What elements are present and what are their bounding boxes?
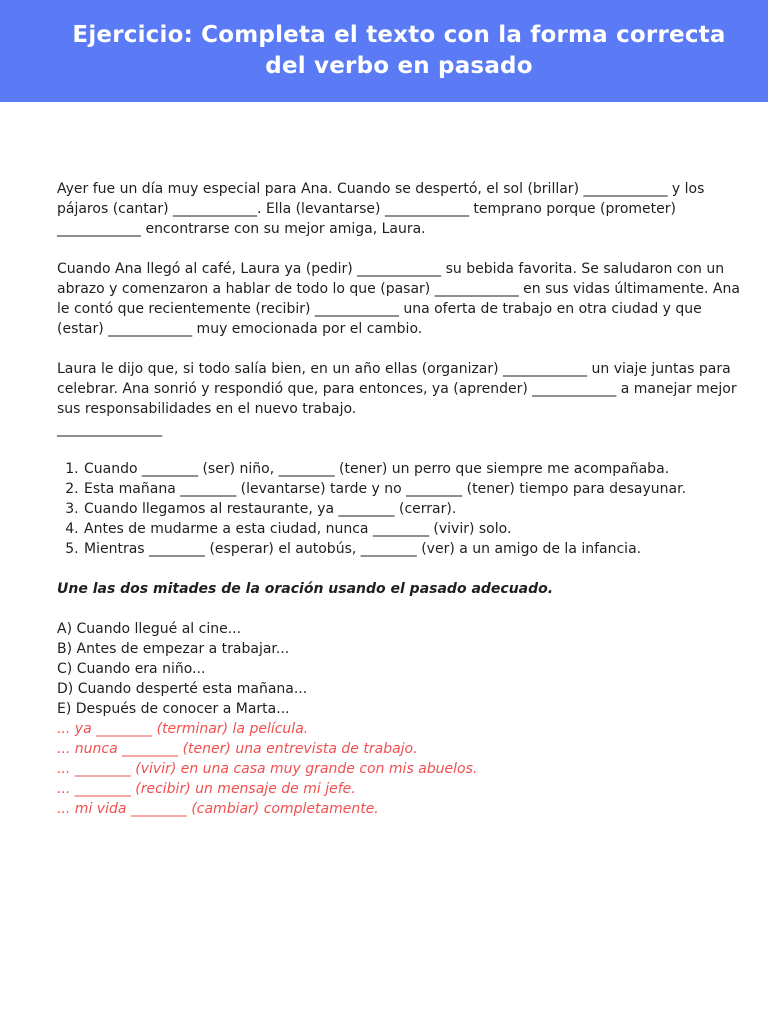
first-half-item: C) Cuando era niño... — [57, 661, 206, 677]
second-halves-list — [57, 719, 747, 819]
exercise-list — [57, 459, 747, 559]
separator-line: _______________ — [57, 421, 162, 437]
exercise-item: 2. Esta mañana ________ (levantarse) tarde y no ________ (tener) tiempo para desayunar. — [83, 479, 747, 499]
first-half-item: B) Antes de empezar a trabajar... — [57, 641, 290, 657]
page-title: Ejercicio: Completa el texto con la forma correcta del verbo en pasado — [72, 22, 726, 79]
second-half-item: ... ________ (vivir) en una casa muy grande con mis abuelos. — [57, 761, 478, 777]
exercise-item: 1. Cuando ________ (ser) niño, ________ (tener) un perro que siempre me acompañaba. — [83, 459, 747, 479]
second-half-item: ... ya ________ (terminar) la película. — [57, 721, 309, 737]
first-half-item: E) Después de conocer a Marta... — [57, 701, 290, 717]
exercise-item: 4. Antes de mudarme a esta ciudad, nunca ________ (vivir) solo. — [83, 519, 747, 539]
first-halves-list — [57, 619, 747, 719]
exercise-item: 3. Cuando llegamos al restaurante, ya ________ (cerrar). — [83, 499, 747, 519]
first-half-item: D) Cuando desperté esta mañana... — [57, 681, 308, 697]
match-instruction: Une las dos mitades de la oración usando el pasado adecuado. — [57, 581, 554, 597]
worksheet-header — [0, 0, 768, 102]
second-half-item: ... ________ (recibir) un mensaje de mi jefe. — [57, 781, 356, 797]
story-paragraph-3: Laura le dijo que, si todo salía bien, en un año ellas (organizar) ____________ un viaje juntas para celebrar. Ana sonrió y respondió que, para entonces, ya (aprender) ____________ a manejar mejor sus responsabilidades en el nuevo trabajo. — [57, 361, 737, 417]
story-paragraph-2: Cuando Ana llegó al café, Laura ya (pedir) ____________ su bebida favorita. Se saludaron con un abrazo y comenzaron a hablar de todo lo que (pasar) ____________ en sus vidas últimamente. Ana le contó que recientemente (recibir) ____________ una oferta de trabajo en otra ciudad y que (estar) ____________ muy emocionada por el cambio. — [57, 261, 740, 337]
story-paragraph-1: Ayer fue un día muy especial para Ana. Cuando se despertó, el sol (brillar) ____________ y los pájaros (cantar) ____________. Ella (levantarse) ____________ temprano porque (prometer) ____________ encontrarse con su mejor amiga, Laura. — [57, 181, 705, 237]
first-half-item: A) Cuando llegué al cine... — [57, 621, 242, 637]
exercise-item: 5. Mientras ________ (esperar) el autobús, ________ (ver) a un amigo de la infancia. — [83, 539, 747, 559]
second-half-item: ... mi vida ________ (cambiar) completamente. — [57, 801, 379, 817]
worksheet-content — [57, 179, 747, 819]
second-half-item: ... nunca ________ (tener) una entrevista de trabajo. — [57, 741, 418, 757]
